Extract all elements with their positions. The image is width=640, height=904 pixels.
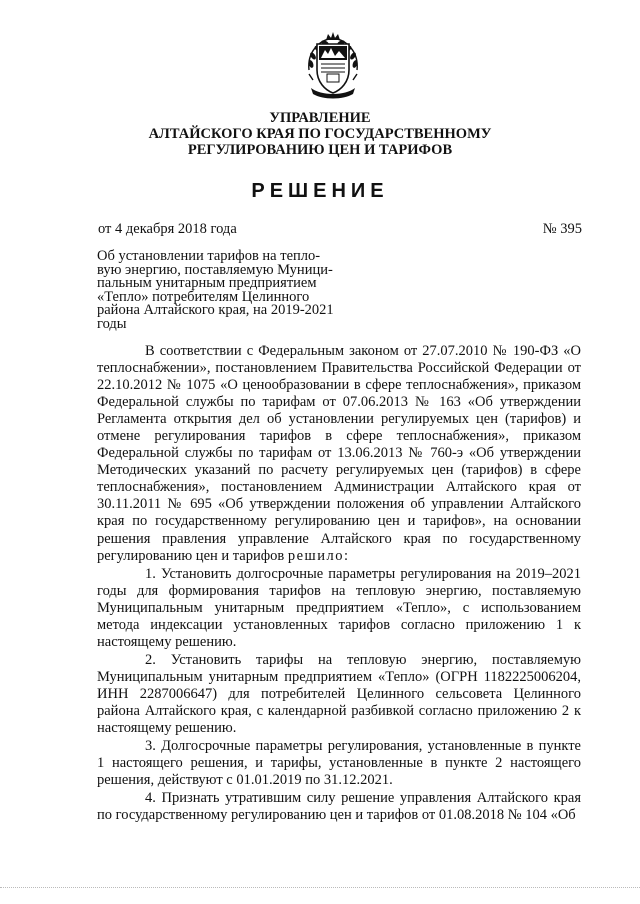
document-number: № 395	[542, 221, 582, 237]
organization-name	[120, 110, 520, 158]
document-date: от 4 декабря 2018 года	[98, 221, 237, 237]
resolved-colon: :	[343, 547, 348, 564]
document-body	[97, 343, 581, 824]
subject-line: Об установлении тарифов на тепло-	[97, 248, 321, 264]
document-subject	[97, 250, 340, 331]
document-type-title: РЕШЕНИЕ	[251, 180, 389, 202]
subject-line: «Тепло» потребителям Целинного	[97, 288, 310, 305]
resolution-item-1: 1. Установить долгосрочные параметры регулирования на 2019–2021 годы для формирования тарифов на тепловую энергию, поставляемую Муниципальным унитарным предприятием «Тепло», с использованием метода индексации установленных тарифов согласно приложению 1 к настоящему решению.	[97, 565, 581, 650]
resolution-item-4: 4. Признать утратившим силу решение управления Алтайского края по государственному регулированию цен и тарифов от 01.08.2018 № 104 «Об	[97, 790, 581, 824]
organization-name-line-1: УПРАВЛЕНИЕ	[269, 110, 371, 126]
page-bottom-divider	[0, 887, 640, 888]
organization-name-line-2: АЛТАЙСКОГО КРАЯ ПО ГОСУДАРСТВЕННОМУ	[148, 126, 492, 142]
subject-line: годы	[97, 315, 127, 332]
altai-krai-coat-of-arms-icon	[299, 30, 367, 102]
organization-name-line-3: РЕГУЛИРОВАНИЮ ЦЕН И ТАРИФОВ	[187, 142, 453, 158]
preamble-paragraph	[97, 343, 581, 565]
subject-line: вую энергию, поставляемую Муници-	[97, 261, 333, 278]
resolved-word: решило	[287, 547, 344, 564]
subject-line: пальным унитарным предприятием	[97, 275, 317, 291]
preamble-text: В соответствии с Федеральным законом от 27.07.2010 № 190-ФЗ «О теплоснабжении», постановлением Правительства Российской Федерации от 22.10.2012 № 1075 «О ценообразовании в сфере теплоснабжения», приказом Федеральной службы по тарифам от 07.06.2013 № 163 «Об утверждении Регламента открытия дел об установлении регулируемых цен (тарифов) и отмене регулирования тарифов в сфере теплоснабжения», приказом Федеральной службы по тарифам от 13.06.2013 № 760-э «Об утверждении Методических указаний по расчету регулируемых цен (тарифов) в сфере теплоснабжения», постановлением Администрации Алтайского края от 30.11.2011 № 695 «Об утверждении положения об управлении Алтайского края по государственному регулированию цен и тарифов», на основании решения правления управление Алтайского края по государственному регулированию цен и тарифов	[97, 343, 581, 564]
resolution-item-2: 2. Установить тарифы на тепловую энергию, поставляемую Муниципальным унитарным предприятием «Тепло» (ОГРН 1182225006204, ИНН 2287006647) для потребителей Целинного сельсовета Целинного района Алтайского края, с календарной разбивкой согласно приложению 2 к настоящему решению.	[97, 651, 581, 737]
subject-line: района Алтайского края, на 2019-2021	[97, 302, 334, 318]
resolution-item-3: 3. Долгосрочные параметры регулирования, установленные в пункте 1 настоящего решения, и тарифы, установленные в пункте 2 настоящего решения, действуют с 01.01.2019 по 31.12.2021.	[97, 738, 581, 789]
